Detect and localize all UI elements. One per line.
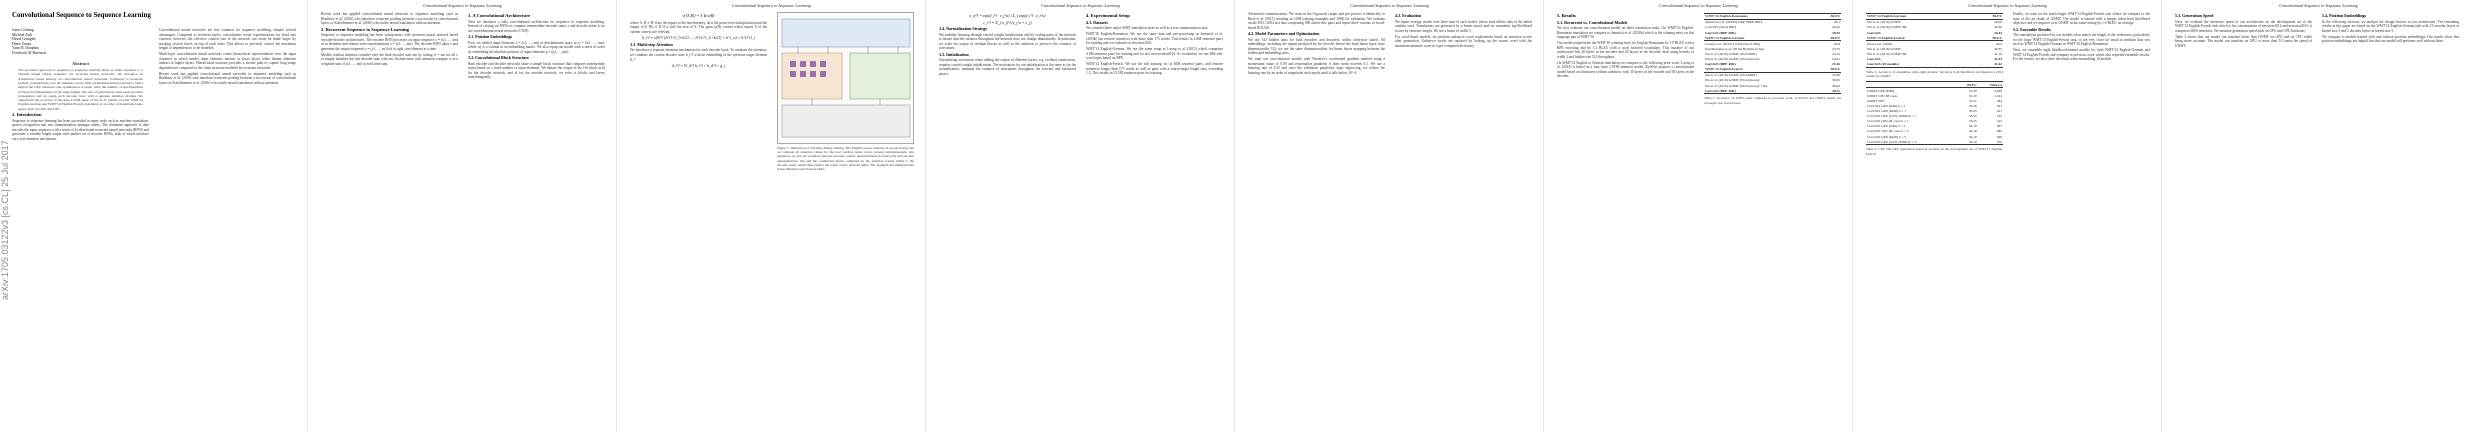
paragraph: WMT'14 English-German. We use the same setup as Luong et al. (2015) which comprises 4.5M sentence pairs for training and we test on newstest2014. As vocabulary we use 40K sub-word types based on BPE. — [1086, 47, 1223, 60]
table-cell-bleu: 33.45 — [1968, 114, 1977, 119]
table-cell-bleu: 31.21 — [1968, 98, 1977, 103]
paragraph: We consider three major WMT translation tasks as well as a text summarization task. — [1086, 26, 1209, 30]
table-group-heading: WMT'16 English-Romanian — [1704, 14, 1820, 20]
page-7 — [1854, 0, 2162, 432]
table-cell-score: 38.95 — [1832, 78, 1840, 83]
table-cell-score: 29.45 — [1832, 25, 1840, 30]
section-heading: 5. Results — [1557, 13, 1576, 18]
subsection-heading: 5.4. Position Embeddings — [2322, 13, 2367, 18]
author-name: Yann N. Dauphin — [12, 46, 39, 51]
table-cell-system: Wu et al. (2016) GNMT (Word 80K) — [1705, 51, 1757, 56]
table-cell-time: 1,322 — [1994, 93, 2002, 98]
table-cell-system: Wu et al. (2016) GNMT+RL — [1867, 51, 1908, 56]
table-cell-system: Wu et al. (2016) GNMT (Word pieces) + RL — [1705, 83, 1768, 88]
page-1-right-column — [159, 28, 296, 426]
abstract-heading: Abstract — [71, 60, 90, 66]
section-heading: 3. A Convolutional Architecture — [468, 13, 531, 18]
page-2 — [309, 0, 617, 432]
table-cell-score: 26.20 — [1994, 20, 2002, 25]
table-cell-score: 40.35 — [1994, 46, 2002, 51]
table-cell-system: ConvS2S (BPE 40K) — [1705, 62, 1736, 67]
page-1-left-column — [12, 28, 149, 426]
results-table — [1866, 81, 2003, 145]
paragraph: On WMT'14 English to German translation we compare to the following prior work: Luong et al. (2015) is based on a four layer LSTM attention model, ByteNet propose a convolutional model based on characters without attention, with 30 layers in the encoder and 30 layers in the decoder. — [1557, 60, 1694, 78]
results-table-2 — [1866, 13, 2003, 68]
table-caption: Table 1. Accuracy on WMT tasks compared to previous work. ConvS2S and GNMT results are averaged over several runs. — [1704, 96, 1841, 105]
subsection-heading: 4.2. Model Parameters and Optimization — [1248, 31, 1320, 36]
paragraph: Multi-layer convolutional neural networks create hierarchical representations over the input sequence in which nearby input elements interact at lower layers while distant elements interact at higher layers. Hierarchical structure provides a shorter path to capture long-range dependencies compared to the chain structure modeled by recurrent networks. — [159, 52, 296, 70]
table-cell-bleu: 34.10 — [1968, 139, 1977, 144]
table-cell-system: ConvS2S (BPE 40K) — [1705, 88, 1736, 93]
paragraph: Abstractive summarization. We train on the Gigaword corpus and pre-process it identically to Rush et al. (2015) resulting in 3.8M training examples and 190K for validation. We evaluate on the DUC-2004 test data comprising 500 article-title pairs and report three variants of recall-based ROUGE. — [1248, 12, 1385, 30]
table-caption: Table 3. CPU and GPU generation speed in seconds on the development set of WMT'14 English-French. — [1866, 147, 2003, 156]
table-cell-time: 587 — [1996, 124, 2002, 129]
page-6 — [1545, 0, 1853, 432]
table-cell-system: ConvS2S — [1867, 30, 1881, 35]
paragraph: We first evaluate our convolutional model on three translation tasks. On WMT'16 English-Romanian translation we compare to Sennrich et al. (2016b) which is the winning entry on this language pair at WMT'16. — [1557, 26, 1694, 39]
paragraph: Sequence to sequence learning has been successful in many tasks such as machine translation, speech recognition and text summarization amongst others. The dominant approach to date encodes the input sequence with a series of bi-directional recurrent neural networks (RNN) and generates a variable length output with another set of decoder RNNs, both of which interface via a soft-attention mechanism. — [12, 118, 149, 141]
paragraph: Recent work has applied convolutional neural networks to sequence modeling such as Bradbury et al. (2016) who introduce recurrent pooling between a succession of convolutional layers or Kalchbrenner et al. (2016) who tackle neural translation without attention. — [159, 71, 296, 85]
running-head: Convolutional Sequence to Sequence Learning — [423, 3, 502, 8]
page-8-right-column — [2322, 12, 2459, 426]
table-cell-system: Wu et al. (2016) GNMT — [1867, 20, 1901, 25]
table-cell-time: 3,028 — [1994, 88, 2002, 93]
page-4-right-column — [1086, 12, 1223, 426]
table-cell-time: 384 — [1996, 98, 2002, 103]
table-cell-score: 40.51 — [1832, 88, 1840, 93]
paragraph: Next, we ensemble eight likelihood-trained models for both WMT'14 English-German and WMT'14 English-French and compare to previous work which also reported ensemble results. For the former, we also show the result when ensembling 10 models. — [2013, 48, 2150, 61]
author-name: David Grangier — [12, 37, 36, 42]
paragraph: Convolutional neural networks are less common for sequence modeling, despite several advantages. Compared to recurrent layers, convolutions create representations for fixed size contexts, however, the effective context size of the network can easily be made larger by stacking several layers on top of each other. This allows to precisely control the maximum length of dependencies to be modeled. — [159, 28, 296, 50]
table-cell-score: 23.12 — [1832, 51, 1840, 56]
table-cell-system: Wu et al. (2016) GNMT — [1867, 46, 1901, 51]
table-cell-time: 256 — [1996, 139, 2002, 144]
paragraph: We compare to models trained with and without position embeddings. Our results show that position embeddings are helpful but that our model still performs well without them. — [2322, 34, 2459, 43]
table-cell-bleu: 31.20 — [1968, 93, 1977, 98]
page-7-left-column — [1866, 12, 2003, 426]
table-cell-score: 37.90 — [1832, 73, 1840, 78]
table-cell-system: GNMT CPU 88 cores — [1867, 93, 1898, 98]
affiliation: Facebook AI Research — [12, 50, 47, 55]
table-row — [1866, 62, 2003, 68]
page-5-right-column — [1395, 12, 1532, 426]
equation: v([A B]) = A ⊗ σ(B) — [682, 14, 715, 18]
table-cell-system: Wu et al. (2016) GNMT (Word pieces) — [1705, 78, 1760, 83]
results-table-1 — [1704, 13, 1841, 94]
table-cell-system: ConvS2S GPU (GTX-1080ti) b = 1 — [1867, 114, 1917, 119]
section-heading: 4. Experimental Setup — [1086, 13, 1130, 18]
running-head: Convolutional Sequence to Sequence Learning — [1659, 3, 1738, 8]
paragraph: We use 512 hidden units for both encoders and decoders, unless otherwise stated. All embeddings, including the output produced by the decoder before the final linear layer, have dimensionality 512; we use the same dimensionalities for linear layers mapping between the hidden and embedding sizes. — [1248, 37, 1385, 55]
table-cell-score: 30.02 — [1832, 30, 1840, 35]
running-head: Convolutional Sequence to Sequence Learning — [1350, 3, 1429, 8]
page-2-right-column — [468, 12, 605, 426]
paragraph: Next we introduce a fully convolutional architecture for sequence to sequence modeling. Instead of relying on RNNs to compute intermediate encoder states z and decoder states h we use convolutional neural networks (CNN). — [468, 19, 605, 33]
table-cell-time: 482 — [1996, 129, 2002, 134]
paragraph: Next, we evaluate the inference speed of our architecture on the development set of the WMT'14 English-French task which is the concatenation of newstest2012 and newstest2013; it comprises 6003 sentences. We measure generation speed both on GPU and CPU hardware. — [2175, 19, 2312, 33]
table-cell-time: 221 — [1996, 109, 2002, 114]
page-8-left-column — [2175, 12, 2312, 426]
table-cell-system: GNMT TPU — [1867, 98, 1885, 103]
table-metric-heading: BLEU — [1820, 35, 1841, 41]
table-cell-bleu: 33.45 — [1968, 109, 1977, 114]
table-cell-bleu: 33.45 — [1968, 104, 1977, 109]
architecture-diagram — [778, 13, 914, 144]
paragraph: Both encoder and decoder networks share a simple block structure that computes intermediate states based on a fixed number of input elements. We denote the output of the l-th block as hl for the decoder network, and zl for the encoder network; we refer to blocks and layers interchangeably. — [468, 61, 605, 79]
table-cell-time: 406 — [1996, 134, 2002, 139]
table-cell-score: 26.43 — [1994, 30, 2002, 35]
table-cell-score: 41.62 — [1994, 62, 2002, 67]
paragraph: WMT'16 English-Romanian. We use the same data and pre-processing as Sennrich et al. (2016b) but remove sentences with more than 175 words. This results in 2.8M sentence pairs for training and we evaluate on newstest2016. — [1086, 32, 1223, 45]
table-cell-score: 39.92 — [1832, 83, 1840, 88]
table-group-heading: WMT'14 English-French — [1704, 67, 1820, 73]
paragraph: We report average results over three runs of each model, where each differs only in the initial random seed. Translations are generated by a beam search and we normalize log-likelihood scores by sentence length. We use a beam of width 5. — [1395, 19, 1532, 33]
page-3-right-column — [777, 12, 914, 426]
author-list — [12, 28, 149, 56]
architecture-figure — [777, 12, 914, 144]
table-cell-bleu: 33.45 — [1968, 119, 1977, 124]
section-heading: 1. Introduction — [12, 112, 42, 118]
subsection-heading: 5.2. Ensemble Results — [2013, 26, 2051, 32]
paper-title: Convolutional Sequence to Sequence Learning — [12, 11, 151, 19]
table-cell-system: ConvS2S CPU 48 cores b = 5 — [1867, 129, 1909, 134]
running-head: Convolutional Sequence to Sequence Learning — [732, 3, 811, 8]
page-4-left-column — [939, 12, 1076, 426]
equation: d_i^l = W_d^l h_i^l + b_d^l + g_i — [671, 63, 726, 68]
results-table — [1866, 13, 2003, 68]
page-5 — [1236, 0, 1544, 432]
page-6-right-column — [1704, 12, 1841, 426]
running-head: Convolutional Sequence to Sequence Learning — [2279, 3, 2358, 8]
table-cell-score: 23.75 — [1832, 46, 1840, 51]
table-cell-system: Luong et al. (2015) LSTM (Word 50K) — [1705, 41, 1761, 46]
subsection-heading: 3.4. Normalization Strategy — [939, 26, 988, 31]
paragraph: Finally, we train on the much larger WMT'14 English-French task where we compare to the state of the art result of GNMT. Our model is trained with a simple token-level likelihood objective and we improve over GNMT in the same setting by 1.6 BLEU on average. — [2013, 12, 2150, 25]
table-row — [1866, 139, 2003, 145]
subsection-heading: 3.3. Multi-step Attention — [630, 41, 673, 47]
table-group-heading: WMT'14 English-German — [1704, 35, 1820, 41]
table-metric-heading: BLEU — [1974, 35, 2003, 41]
table-group-heading: WMT'14 English-German — [1866, 14, 1974, 20]
figure-caption: Figure 1. Illustration of batching during training. The English source sentence is encoded (top) and we compute all attention values for the four German target words (center) simultaneously. Our attentions are just dot products between decoder context representations (bottom left) and encoder representations. We add the conditional inputs computed by the attention (center right) to the decoder states which then predict the target words (bottom right). The sigmoid and multiplicative boxes illustrate Gated Linear Units. — [777, 146, 914, 172]
results-table-3 — [1866, 81, 2003, 145]
table-cell-score: 41.44 — [1994, 57, 2002, 62]
paragraph: Normalizing activations when adding the output of different layers, e.g. residual connections, requires careful weight initialization. The motivation for our initialization is the same as for the normalization: maintain the variance of activations throughout the forward and backward passes. — [939, 58, 1076, 76]
table-cell-system: ConvS2S (10 models) — [1867, 62, 1899, 67]
page-3 — [618, 0, 926, 432]
table-cell-time: 142 — [1996, 114, 2002, 119]
paragraph: We stabilize learning through careful weight initialization and by scaling parts of the network to ensure that the variance throughout the network does not change dramatically. In particular, we scale the output of residual blocks as well as the attention to preserve the variance of activations. — [939, 32, 1076, 50]
paragraph: Recent work has applied convolutional neural networks to sequence modeling such as Bradbury et al. (2016) who introduce recurrent pooling between a succession of convolutional layers or Kalchbrenner et al. (2016) who tackle neural translation without attention. — [321, 12, 458, 25]
paragraph: The translations produced by our models often match the length of the references, particularly for the large WMT'14 English-French task, or are very close for small to medium data sets such as WMT'14 English-German or WMT'16 English-Romanian. — [2013, 33, 2150, 46]
equation: a_ij^l = exp(d_i^l · z_j^u) / Σ_t exp(d_i^l · z_t^u) — [969, 14, 1046, 18]
table-cell-bleu: 34.10 — [1968, 124, 1977, 129]
running-head: Convolutional Sequence to Sequence Learning — [1041, 3, 1120, 8]
author-name: Jonas Gehring — [12, 28, 34, 32]
table-metric-heading: BLEU — [1820, 14, 1841, 20]
author-name: Michael Auli — [12, 32, 32, 37]
table-cell-score: 41.16 — [1994, 51, 2002, 56]
paragraph: Our model outperforms the WMT'16 winning entry for English-Romanian by 1.9 BLEU with a BPE encoding and by 1.3 BLEU with a word factored vocabulary. This instance of our architecture has 20 layers in the encoder and 20 layers in the decoder, both using kernels of width 3 and hidden size 512 throughout. — [1557, 41, 1694, 59]
table-cell-system: GNMT GPU (K80) — [1867, 88, 1895, 93]
table-cell-system: Zhou et al. (2016) — [1867, 41, 1893, 46]
table-cell-system: Wu et al. (2016) GNMT (Word 80K) — [1705, 73, 1757, 78]
equation: c_i^l = Σ_j a_ij^l (z_j^u + e_j) — [983, 20, 1032, 25]
page-1 — [0, 0, 308, 432]
table-column-heading: BLEU — [1957, 82, 1977, 88]
page-4 — [927, 0, 1235, 432]
table-cell-system: Wu et al. (2016) GNMT (Word pieces) — [1705, 57, 1760, 62]
page-6-left-column — [1557, 12, 1694, 426]
table-cell-bleu: 34.10 — [1968, 134, 1977, 139]
table-cell-system: ConvS2S CPU 48 cores b = 1 — [1867, 119, 1909, 124]
table-cell-score: 26.30 — [1994, 25, 2002, 30]
table-cell-system: ConvS2S GPU (K40) b = 5 — [1867, 124, 1906, 129]
table-metric-heading: BLEU — [1820, 67, 1841, 73]
results-table — [1704, 13, 1841, 94]
table-column-heading: Time (s) — [1978, 82, 2003, 88]
table-cell-score: 28.1 — [1833, 20, 1840, 25]
subsection-heading: 3.5. Initialization — [939, 51, 969, 57]
table-metric-heading: BLEU — [1974, 14, 2003, 20]
page-5-left-column — [1248, 12, 1385, 426]
subsection-heading: 5.3. Generation Speed — [2175, 13, 2214, 18]
table-cell-system: ConvS2S GPU (M40) b = 5 — [1867, 134, 1907, 139]
paragraph: Table 3 shows that our model can translate faster than GNMT on GPU and on CPU while being more accurate. The model can translate on GPU at more than 9.3 times the speed of GNMT. — [2175, 34, 2312, 48]
table-cell-system: ConvS2S GPU (GTX-1080ti) b = 5 — [1867, 139, 1917, 144]
table-cell-system: Wu et al. (2016) GNMT+RL — [1867, 25, 1908, 30]
subsection-heading: 3.1. Position Embeddings — [468, 34, 513, 39]
paragraph: Sequence to sequence modeling has been synonymous with recurrent neural network based encoder-decoder architectures. The encoder RNN processes an input sequence x = (x1, ..., xm) of m elements and returns state representations z = (z1, ..., zm). The decoder RNN takes z and generates the output sequence y = (y1, ..., yn) left to right, one element at a time. — [321, 33, 458, 51]
table-cell-score: 25.16 — [1832, 62, 1840, 67]
paragraph: We introduce a separate attention mechanism for each decoder layer. To compute the attention, we combine the current decoder state h_i^l with an embedding of the previous target element g_i: — [630, 48, 767, 61]
paragraph: Models without attention consider only the final encoder state zm by setting ci = zm for all i, or simply initialize the first decoder state with zm. Architectures with attention compute ci as a weighted sum of (z1, ..., zm) at each time step. — [321, 52, 458, 66]
table-cell-system: ConvS2S GPU (K40) b = 1 — [1867, 104, 1906, 109]
section-heading: 2. Recurrent Sequence to Sequence Learning — [321, 26, 409, 32]
arxiv-stamp: arXiv:1705.03122v3 [cs.CL] 25 Jul 2017 — [0, 140, 10, 300]
table-cell-score: 40.4 — [1995, 41, 2002, 46]
table-cell-time: 327 — [1996, 104, 2002, 109]
subsection-heading: 4.3. Evaluation — [1395, 13, 1422, 18]
table-cell-system: ConvS2S (BPE 40K) — [1705, 30, 1736, 35]
table-cell-system: ConvS2S GPU (M40) b = 1 — [1867, 109, 1907, 114]
table-cell-bleu: 34.10 — [1968, 129, 1977, 134]
paragraph: First, we embed input elements x = (x1, ..., xm) in distributional space as w = (w1, ..., wm), where wj is a column in an embedding matrix. We also equip our model with a sense of order by embedding the absolute position of input elements p = (p1, ..., pm). — [468, 40, 605, 54]
paragraph: For word-based models, we perform unknown word replacement based on attention scores after generation. Unknown words are replaced by looking up the source word with the maximum attention score in a pre-computed dictionary. — [1395, 34, 1532, 48]
paragraph: In the following sections, we analyze the design choices in our architecture. The remaining results in this paper are based on the WMT'14 English-German task with 13 encoder layers at kernel size 3 and 5 decoder layers at kernel size 5. — [2322, 19, 2459, 33]
abstract-text: The prevalent approach to sequence to sequence learning maps an input sequence to a variable length output sequence via recurrent neural networks. We introduce an architecture based entirely on convolutional neural networks. Compared to recurrent models, computations over all elements can be fully parallelized during training to better exploit the GPU hardware and optimization is easier since the number of non-linearities is fixed and independent of the input length. Our use of gated linear units eases gradient propagation and we equip each decoder layer with a separate attention module. We outperform the accuracy of the deep LSTM setup of Wu et al. (2016) on both WMT'14 English-German and WMT'14 English-French translation at an order of magnitude faster speed, both on GPU and CPU. — [18, 68, 143, 111]
subsection-heading: 5.1. Recurrent vs. Convolutional Models — [1557, 19, 1628, 25]
table-caption: Table 2. Accuracy of ensembles with eight models. We show both likelihood and Reinforce (RL) results for GNMT. — [1866, 69, 2003, 79]
page-3-left-column — [630, 12, 767, 426]
subsection-heading: 3.2. Convolutional Block Structure — [468, 55, 529, 60]
subsection-heading: 4.1. Datasets — [1086, 19, 1108, 25]
author-name: Denis Yarats — [12, 41, 32, 46]
table-row — [1704, 88, 1841, 94]
paragraph: We train our convolutional models with Nesterov's accelerated gradient method using a momentum value of 0.99 and renormalize gradients if their norm exceeds 0.1. We use a learning rate of 0.25 and once the validation perplexity stops improving, we reduce the learning rate by an order of magnitude each epoch until it falls below 10^-4. — [1248, 57, 1385, 75]
table-cell-score: 24.61 — [1832, 57, 1840, 62]
page-8 — [2163, 0, 2474, 432]
equation: h_i^l = v(W^l [h^{l-1}_{i-k/2}, ..., h^{l-1}_{i+k/2}] + b^l_w) + h^{l-1}_i — [641, 36, 756, 40]
running-head: Convolutional Sequence to Sequence Learning — [1968, 3, 2047, 8]
paragraph: WMT'14 English-French. We use the full training set of 36M sentence pairs, and remove sentences longer than 175 words as well as pairs with a source/target length ratio exceeding 1.5. This results in 35.5M sentence-pairs for training. — [1086, 62, 1223, 75]
table-group-heading: WMT'14 English-French — [1866, 35, 1974, 41]
table-cell-score: 20.9 — [1833, 41, 1840, 46]
page-2-left-column — [321, 12, 458, 426]
paragraph: where A, B ∈ R^d are the inputs to the non-linearity, ⊗ is the point-wise multiplication and the output v([A B]) ∈ R^d is half the size of Y. The gates σ(B) control which inputs A of the current context are relevant. — [630, 20, 767, 34]
page-7-right-column — [2013, 12, 2150, 426]
table-cell-time: 142 — [1996, 119, 2002, 124]
table-cell-bleu: 31.20 — [1968, 88, 1977, 93]
table-cell-system: Kalchbrenner et al. (2016) ByteNet (Char) — [1705, 46, 1765, 51]
table-cell-system: Sennrich et al. (2016b) GRU (BPE 90K) — [1705, 20, 1762, 25]
table-cell-system: ConvS2S — [1867, 57, 1881, 62]
table-cell-system: ConvS2S (Word 80K) — [1705, 25, 1737, 30]
